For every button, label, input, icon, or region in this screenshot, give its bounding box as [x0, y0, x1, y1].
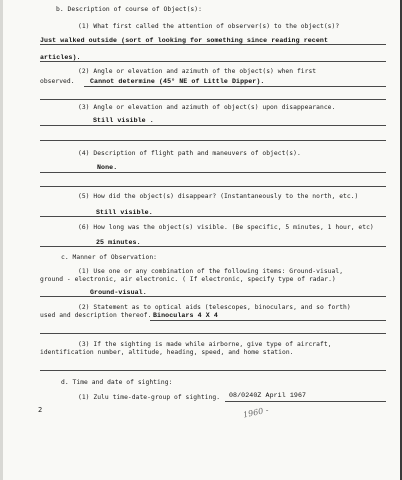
answer-rule — [40, 99, 386, 100]
section-b-answer-5: Still visible. — [96, 209, 153, 216]
answer-rule — [40, 172, 386, 173]
section-b-answer-3: Still visible . — [93, 117, 154, 124]
section-b-question-6: (6) How long was the object(s) visible. (Be specific, 5 minutes, 1 hour, etc) — [78, 224, 374, 231]
section-b-question-2-line-1: (2) Angle or elevation and azimuth of the object(s) when first — [78, 68, 317, 75]
section-c-answer-2: Binoculars 4 X 4 — [153, 312, 218, 319]
page-number: 2 — [38, 406, 43, 414]
answer-rule — [40, 370, 386, 371]
answer-rule — [40, 246, 386, 247]
section-c-question-2-label: used and description thereof. — [40, 312, 152, 319]
scan-edge — [0, 0, 3, 480]
answer-rule — [40, 296, 386, 297]
section-d-question-1: (1) Zulu time-date-group of sighting. — [78, 394, 221, 401]
section-b-question-5: (5) How did the object(s) disappear? (Instantaneously to the north, etc.) — [78, 193, 359, 200]
section-b-answer-2: Cannot determine (45° NE of Little Dipper). — [90, 78, 265, 85]
section-d-answer-1: 08/0240Z April 1967 — [229, 392, 307, 399]
section-c-question-3-line-1: (3) If the sighting is made while airborne, give type of aircraft, — [78, 341, 332, 348]
answer-rule — [40, 333, 386, 334]
section-b-question-2-label: observed. — [40, 78, 75, 85]
answer-rule — [150, 320, 386, 321]
answer-rule — [40, 61, 386, 62]
answer-rule — [40, 216, 386, 217]
answer-rule — [40, 140, 386, 141]
section-d-heading: d. Time and date of sighting: — [61, 379, 173, 386]
answer-rule — [40, 186, 386, 187]
section-b-heading: b. Description of course of Object(s): — [56, 6, 202, 13]
section-b-answer-1-line-1: Just walked outside (sort of looking for something since reading recent — [40, 37, 329, 44]
section-c-question-3-line-2: identification number, altitude, heading, speed, and home station. — [40, 349, 294, 356]
section-c-question-1-line-2: ground - electronic, air electronic. ( If electronic, specify type of radar.) — [40, 276, 336, 283]
section-b-question-1: (1) What first called the attention of observer(s) to the object(s)? — [78, 23, 340, 30]
section-b-answer-1-line-2: articles). — [40, 54, 81, 61]
answer-rule — [40, 44, 386, 45]
answer-rule — [225, 401, 386, 402]
section-b-question-3: (3) Angle or elevation and azimuth of object(s) upon disappearance. — [78, 104, 336, 111]
section-c-question-1-line-1: (1) Use one or any combination of the following items: Ground-visual, — [78, 268, 344, 275]
section-c-answer-1: Ground-visual. — [90, 289, 147, 296]
handwritten-note: 1960 - — [242, 405, 270, 420]
section-c-heading: c. Manner of Observation: — [61, 254, 158, 261]
answer-rule — [84, 86, 386, 87]
section-b-question-4: (4) Description of flight path and maneuvers of object(s). — [78, 150, 301, 157]
section-b-answer-6: 25 minutes. — [96, 239, 141, 246]
section-b-answer-4: None. — [97, 164, 118, 171]
section-c-question-2-line-1: (2) Statement as to optical aids (telescopes, binoculars, and so forth) — [78, 304, 351, 311]
answer-rule — [40, 125, 386, 126]
